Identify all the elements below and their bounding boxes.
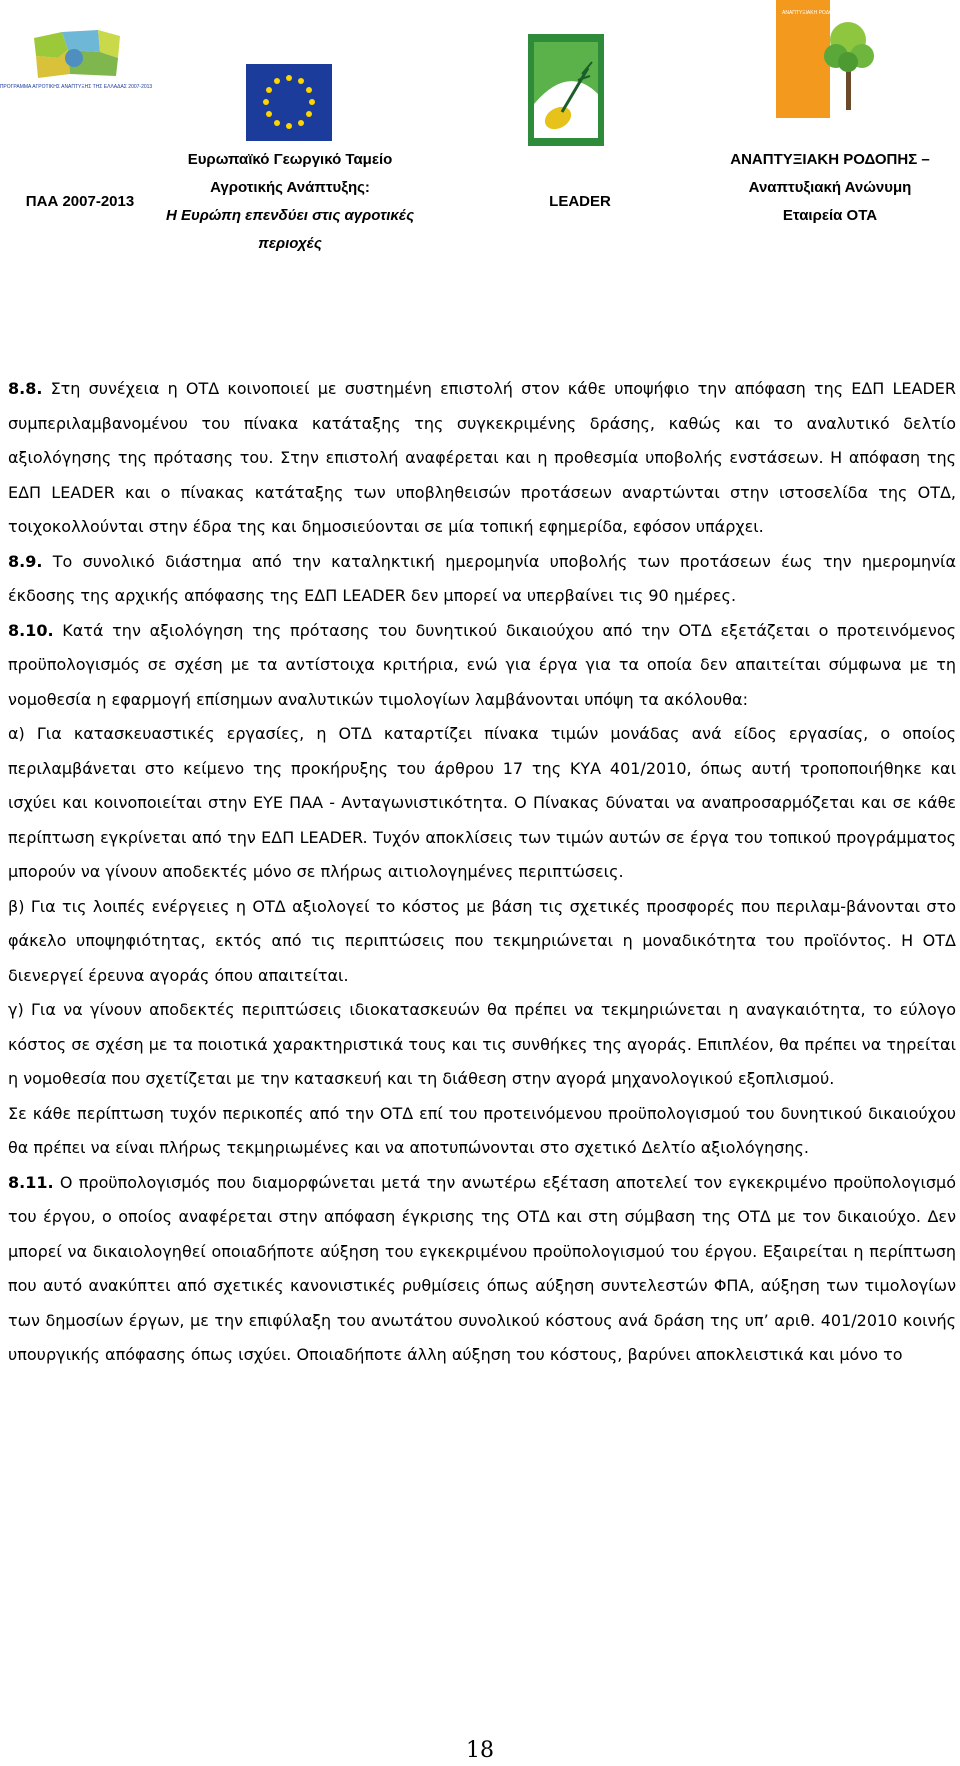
paragraph-number: 8.8. [8, 379, 43, 398]
header-rodopi-line-2: Αναπτυξιακή Ανώνυμη [748, 179, 912, 196]
header-eafrd-line-4: περιοχές [258, 235, 322, 252]
paragraph-text: α) Για κατασκευαστικές εργασίες, η ΟΤΔ καταρτίζει πίνακα τιμών μονάδας ανά είδος εργασίας, ο οποίος περιλαμβάνεται στο κείμενο της προκήρυξης του άρθρου 17 της ΚΥΑ 401/2010, όπως αυτή τροποποιήθηκε και ισχύει και κοινοποιείται στην ΕΥΕ ΠΑΑ - Ανταγωνιστικότητα. Ο Πίνακας δύναται να αναπροσαρμόζεται και σε κάθε περίπτωση εγκρίνεται από την ΕΔΠ LEADER. Τυχόν αποκλίσεις των τιμών αυτών σε έργα του τοπικού προγράμματος μπορούν να γίνουν αποδεκτές μόνο σε πλήρως αιτιολογημένες περιπτώσεις. [8, 724, 957, 881]
paragraph-8-11 [8, 1166, 956, 1373]
paragraph-item-c [8, 993, 956, 1097]
header-leader-text: LEADER [549, 193, 611, 210]
header-program-text: ΠΑΑ 2007-2013 [25, 193, 135, 210]
header-eafrd [156, 146, 424, 258]
rodopi-logo-text: ΑΝΑΠΤΥΞΙΑΚΗ ΡΟΔΟΠΗΣ ΑΝΩΝΥΜΗ ΕΤΑΙΡΕΙΑ Ο.Τ.Α. [782, 10, 909, 16]
leader-logo [528, 34, 604, 146]
rodopi-logo [774, 0, 909, 124]
paragraph-text: Ο προϋπολογισμός που διαμορφώνεται μετά την ανωτέρω εξέταση αποτελεί τον εγκεκριμένο προϋπολογισμό του έργου, ο οποίος αναφέρεται στην απόφαση έγκρισης της ΟΤΔ και στη σύμβαση της ΟΤΔ με τον δικαιούχο. Δεν μπορεί να δικαιολογηθεί οποιαδήποτε αύξηση του εγκεκριμένου προϋπολογισμού του έργου. Εξαιρείται η περίπτωση που αυτό ανακύπτει από σχετικές κανονιστικές ρυθμίσεις όπως αύξηση συντελεστών ΦΠΑ, αύξηση των τιμολογίων των δημοσίων έργων, με την επιφύλαξη του ανωτάτου συνολικού κόστους ανά δράση της υπ’ αριθ. 401/2010 κοινής υπουργικής απόφασης όπως ισχύει. Οποιαδήποτε άλλη αύξηση του κόστους, βαρύνει αποκλειστικά και μόνο το [8, 1172, 956, 1364]
paragraph-text: Στη συνέχεια η ΟΤΔ κοινοποιεί με συστημένη επιστολή στον κάθε υποψήφιο την απόφαση της ΕΔΠ LEADER συμπεριλαμβανομένου του πίνακα κατάταξης της συγκεκριμένης δράσης, καθώς και το αναλυτικό δελτίο αξιολόγησης της πρότασης του. Στην επιστολή αναφέρεται και η προθεσμία υποβολής ενστάσεων. Η απόφαση της ΕΔΠ LEADER και ο πίνακας κατάταξης των υποβληθεισών προτάσεων αναρτώνται στην ιστοσελίδα της ΟΤΔ, τοιχοκολλούνται στην έδρα της και δημοσιεύονται σε μία τοπική εφημερίδα, εφόσον υπάρχει. [8, 379, 956, 536]
eu-flag-logo [246, 64, 332, 141]
paragraph-8-8 [8, 372, 956, 545]
paa-logo-text-1: ΠΡΟΓΡΑΜΜΑ ΑΓΡΟΤΙΚΗΣ ΑΝΑΠΤΥΞΗΣ ΤΗΣ ΕΛΛΑΔΑΣ 2007-2013 [0, 84, 153, 90]
page-header [0, 0, 960, 270]
header-rodopi-line-1: ΑΝΑΠΤΥΞΙΑΚΗ ΡΟΔΟΠΗΣ – [730, 151, 930, 168]
paragraph-text: Σε κάθε περίπτωση τυχόν περικοπές από την ΟΤΔ επί του προτεινόμενου προϋπολογισμού του δυνητικού δικαιούχου θα πρέπει να είναι πλήρως τεκμηριωμένες και να αποτυπώνονται στο σχετικό Δελτίο αξιολόγησης. [8, 1103, 956, 1157]
paragraph-8-10 [8, 614, 956, 718]
paa-logo [0, 28, 153, 104]
paragraph-text: Το συνολικό διάστημα από την καταληκτική ημερομηνία υποβολής των προτάσεων έως την ημερομηνία έκδοσης της αρχικής απόφασης της ΕΔΠ LEADER δεν μπορεί να υπερβαίνει τις 90 ημέρες. [8, 551, 956, 605]
header-rodopi [700, 146, 960, 230]
paragraph-number: 8.10. [8, 620, 54, 640]
header-eafrd-line-2: Αγροτικής Ανάπτυξης: [210, 179, 370, 196]
paragraph-text: β) Για τις λοιπές ενέργειες η ΟΤΔ αξιολογεί το κόστος με βάση τις σχετικές προσφορές που περιλαμ-βάνονται στο φάκελο υποψηφιότητας, εκτός από τις περιπτώσεις που τεκμηριώνεται η μοναδικότητα του προϊόντος. Η ΟΤΔ διενεργεί έρευνα αγοράς όπου απαιτείται. [8, 896, 956, 985]
header-rodopi-line-3: Εταιρεία ΟΤΑ [782, 207, 878, 224]
paragraph-number: 8.11. [8, 1172, 54, 1192]
header-eafrd-line-1: Ευρωπαϊκό Γεωργικό Ταμείο [187, 151, 393, 168]
paragraph-8-9 [8, 545, 956, 614]
header-leader [530, 188, 630, 216]
paragraph-text: γ) Για να γίνουν αποδεκτές περιπτώσεις ιδιοκατασκευών θα πρέπει να τεκμηριώνεται η αναγκαιότητα, το εύλογο κόστος σε σχέση με τα ποιοτικά χαρακτηριστικά τους και τις συνθήκες της αγοράς. Επιπλέον, θα πρέπει να τηρείται η νομοθεσία που σχετίζεται με την κατασκευή και τη διάθεση στην αγορά μηχανολογικού εξοπλισμού. [8, 1000, 956, 1088]
page-number: 18 [466, 1738, 494, 1763]
paragraph-item-a [8, 717, 956, 890]
paragraph-item-b [8, 890, 956, 994]
document-body [8, 372, 956, 1373]
header-eafrd-line-3: Η Ευρώπη επενδύει στις αγροτικές [165, 207, 415, 224]
paragraph-number: 8.9. [8, 551, 43, 571]
paragraph-text: Κατά την αξιολόγηση της πρότασης του δυνητικού δικαιούχου από την ΟΤΔ εξετάζεται ο προτεινόμενος προϋπολογισμός σε σχέση με τα αντίστοιχα κριτήρια, ενώ για έργα για τα οποία δεν απαιτείται σύμφωνα με τη νομοθεσία η εφαρμογή επίσημων αναλυτικών τιμολογίων λαμβάνονται υπόψη τα ακόλουθα: [8, 620, 956, 709]
header-program [0, 188, 160, 216]
paragraph-cuts [8, 1097, 956, 1166]
